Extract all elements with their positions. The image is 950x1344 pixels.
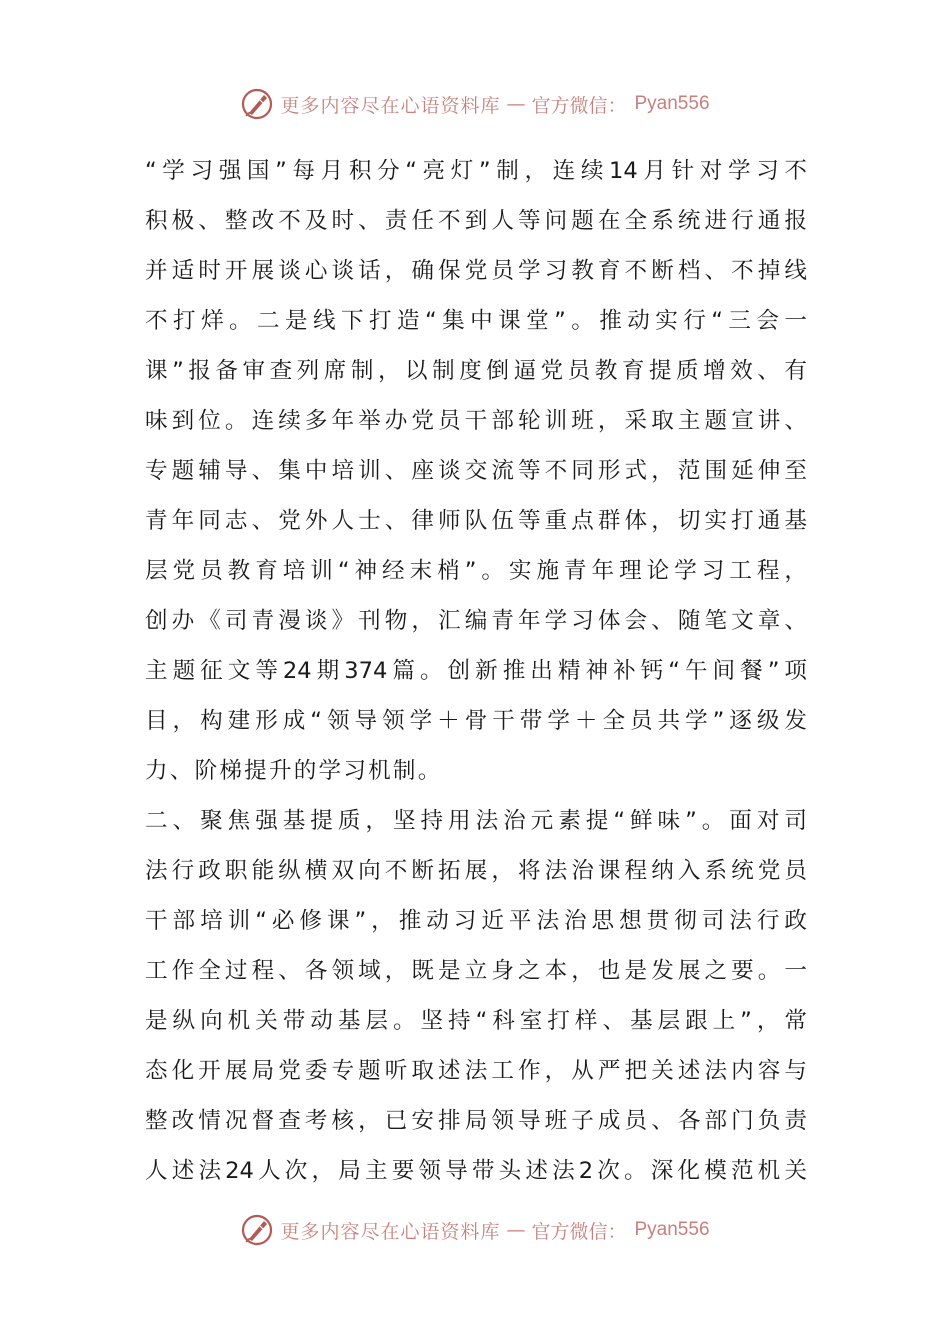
- banner-separator: —: [506, 93, 526, 115]
- text-line: 是纵向机关带动基层。坚持“科室打样、基层跟上”，常: [145, 1008, 807, 1034]
- text-line: 积极、整改不及时、责任不到人等问题在全系统进行通报: [145, 208, 807, 234]
- quill-logo-icon: [240, 87, 274, 121]
- text-line: 并适时开展谈心谈话，确保党员学习教育不断档、不掉线: [145, 258, 807, 284]
- document-body: [145, 146, 807, 1196]
- text-line: 课”报备审查列席制，以制度倒逼党员教育提质增效、有: [145, 358, 807, 384]
- footer-banner: [0, 1210, 950, 1250]
- text-line: “学习强国”每月积分“亮灯”制，连续14月针对学习不: [145, 158, 807, 184]
- banner-wechat-id: Pyan556: [634, 1219, 710, 1240]
- text-line: 工作全过程、各领域，既是立身之本，也是发展之要。一: [145, 958, 807, 984]
- banner-wechat-id: Pyan556: [634, 93, 710, 114]
- text-line: 青年同志、党外人士、律师队伍等重点群体，切实打通基: [145, 508, 807, 534]
- text-line: 目，构建形成“领导领学＋骨干带学＋全员共学”逐级发: [145, 708, 807, 734]
- header-banner: [0, 84, 950, 124]
- banner-wechat-label: 官方微信：: [531, 1220, 627, 1243]
- banner-wechat-label: 官方微信：: [531, 94, 627, 117]
- text-line: 干部培训“必修课”，推动习近平法治思想贯彻司法行政: [145, 908, 807, 934]
- text-line: 专题辅导、集中培训、座谈交流等不同形式，范围延伸至: [145, 458, 807, 484]
- text-line: 法行政职能纵横双向不断拓展，将法治课程纳入系统党员: [145, 858, 807, 884]
- text-line: 主题征文等24期374篇。创新推出精神补钙“午间餐”项: [145, 658, 807, 684]
- text-line: 力、阶梯提升的学习机制。: [145, 758, 443, 784]
- text-line: 不打烊。二是线下打造“集中课堂”。推动实行“三会一: [145, 308, 807, 334]
- text-line: 味到位。连续多年举办党员干部轮训班，采取主题宣讲、: [145, 408, 807, 434]
- banner-slogan: 更多内容尽在心语资料库: [280, 94, 501, 117]
- quill-logo-icon: [240, 1213, 274, 1247]
- banner-slogan: 更多内容尽在心语资料库: [280, 1220, 501, 1243]
- text-line: 整改情况督查考核，已安排局领导班子成员、各部门负责: [145, 1108, 807, 1134]
- text-line: 创办《司青漫谈》刊物，汇编青年学习体会、随笔文章、: [145, 608, 807, 634]
- section-heading-line: 二、聚焦强基提质，坚持用法治元素提“鲜味”。面对司: [145, 808, 807, 834]
- text-line: 层党员教育培训“神经末梢”。实施青年理论学习工程，: [145, 558, 807, 584]
- text-line: 人述法24人次，局主要领导带头述法2次。深化模范机关: [145, 1158, 807, 1184]
- banner-separator: —: [506, 1219, 526, 1241]
- text-line: 态化开展局党委专题听取述法工作，从严把关述法内容与: [145, 1058, 807, 1084]
